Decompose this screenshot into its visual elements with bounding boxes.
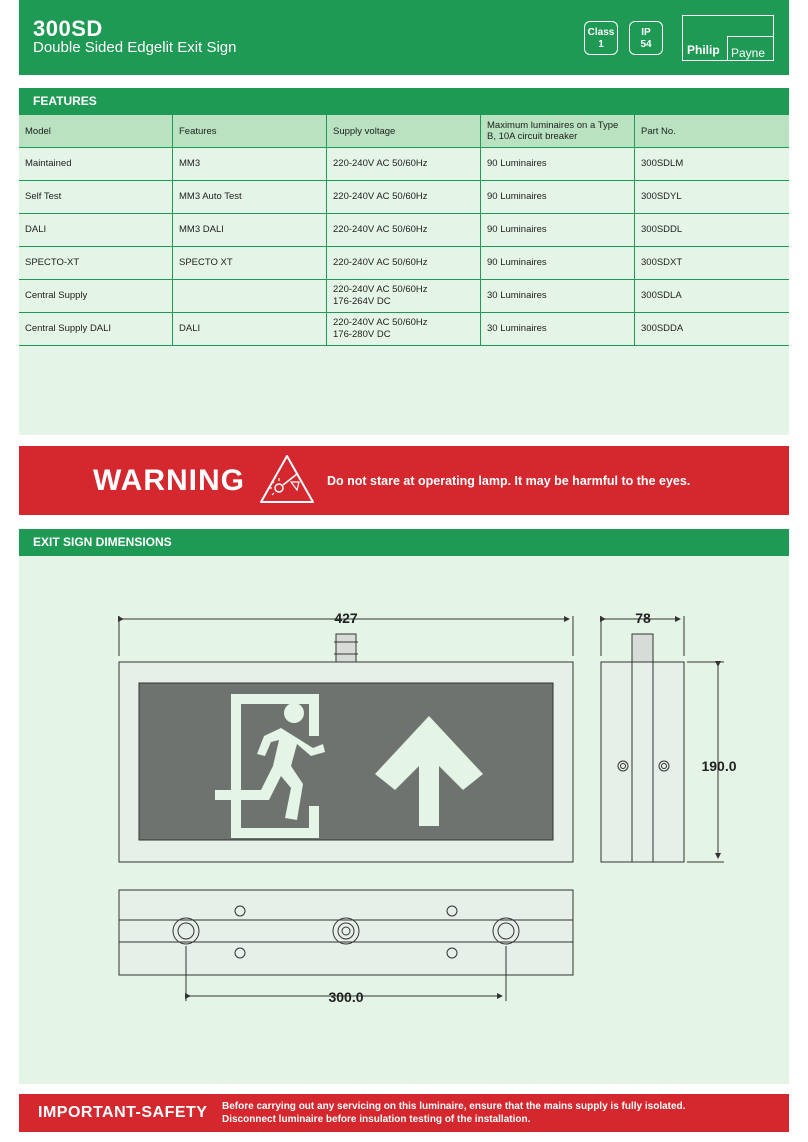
dimension-drawing — [19, 556, 789, 1084]
table-cell: Self Test — [19, 181, 173, 214]
table-cell — [173, 280, 327, 313]
warning-message: Do not stare at operating lamp. It may be harmful to the eyes. — [327, 474, 691, 488]
table-row — [19, 148, 789, 181]
column-header: Features — [173, 115, 327, 148]
class-badge-label: Class — [587, 27, 615, 38]
front-view — [119, 616, 573, 862]
column-header: Maximum luminaires on a Type B, 10A circuit breaker — [481, 115, 635, 148]
table-row — [19, 247, 789, 280]
table-cell: 90 Luminaires — [481, 181, 635, 214]
table-cell: 220-240V AC 50/60Hz 176-264V DC — [327, 280, 481, 313]
table-cell: Central Supply — [19, 280, 173, 313]
ip-badge-label: IP — [641, 27, 651, 38]
dimensions-heading: EXIT SIGN DIMENSIONS — [19, 529, 789, 556]
brand-logo — [682, 15, 774, 61]
column-header: Part No. — [635, 115, 790, 148]
table-cell: MM3 — [173, 148, 327, 181]
table-cell: SPECTO-XT — [19, 247, 173, 280]
column-header: Model — [19, 115, 173, 148]
table-cell: Maintained — [19, 148, 173, 181]
table-cell: 300SDYL — [635, 181, 790, 214]
table-cell: 300SDXT — [635, 247, 790, 280]
class-badge-value: 1 — [598, 39, 604, 50]
table-cell: 220-240V AC 50/60Hz 176-280V DC — [327, 313, 481, 346]
page-header — [19, 0, 789, 75]
table-cell: 300SDDL — [635, 214, 790, 247]
mount-spacing-dimension: 300.0 — [328, 989, 364, 1005]
product-code: 300SD — [33, 16, 103, 41]
table-cell: 220-240V AC 50/60Hz — [327, 214, 481, 247]
table-cell: Central Supply DALI — [19, 313, 173, 346]
table-cell: 30 Luminaires — [481, 313, 635, 346]
table-row — [19, 280, 789, 313]
ip-badge — [629, 21, 663, 55]
table-header-row — [19, 115, 789, 148]
product-name: Double Sided Edgelit Exit Sign — [33, 39, 237, 56]
table-row — [19, 214, 789, 247]
table-cell: 220-240V AC 50/60Hz — [327, 148, 481, 181]
width-dimension: 427 — [334, 610, 358, 626]
class-badge — [584, 21, 618, 55]
safety-banner — [19, 1094, 789, 1132]
table-cell: 90 Luminaires — [481, 247, 635, 280]
table-cell: DALI — [19, 214, 173, 247]
table-cell: 300SDLM — [635, 148, 790, 181]
table-cell: MM3 DALI — [173, 214, 327, 247]
safety-message — [222, 1100, 685, 1126]
table-cell: 220-240V AC 50/60Hz — [327, 181, 481, 214]
features-heading: FEATURES — [19, 88, 789, 115]
table-cell: MM3 Auto Test — [173, 181, 327, 214]
logo-word-2: Payne — [731, 46, 766, 60]
depth-dimension: 78 — [635, 610, 651, 626]
top-view — [119, 890, 573, 1001]
height-dimension: 190.0 — [701, 758, 737, 774]
ip-badge-value: 54 — [640, 39, 652, 50]
table-cell: 220-240V AC 50/60Hz — [327, 247, 481, 280]
table-cell: 30 Luminaires — [481, 280, 635, 313]
warning-title: WARNING — [93, 464, 245, 497]
table-cell: 90 Luminaires — [481, 214, 635, 247]
table-row — [19, 313, 789, 346]
table-cell: 300SDLA — [635, 280, 790, 313]
table-cell: 300SDDA — [635, 313, 790, 346]
side-view — [601, 616, 724, 862]
laser-hazard-icon — [257, 452, 317, 508]
safety-line-1: Before carrying out any servicing on this luminaire, ensure that the mains supply is fully isolated. — [222, 1101, 686, 1112]
table-row — [19, 181, 789, 214]
table-cell: SPECTO XT — [173, 247, 327, 280]
warning-banner — [19, 446, 789, 515]
table-cell: 90 Luminaires — [481, 148, 635, 181]
safety-line-2: Disconnect luminaire before insulation testing of the installation. — [222, 1114, 531, 1125]
safety-title: IMPORTANT-SAFETY — [38, 1104, 208, 1121]
logo-word-1: Philip — [687, 43, 720, 57]
table-cell: DALI — [173, 313, 327, 346]
features-table — [19, 115, 789, 346]
column-header: Supply voltage — [327, 115, 481, 148]
